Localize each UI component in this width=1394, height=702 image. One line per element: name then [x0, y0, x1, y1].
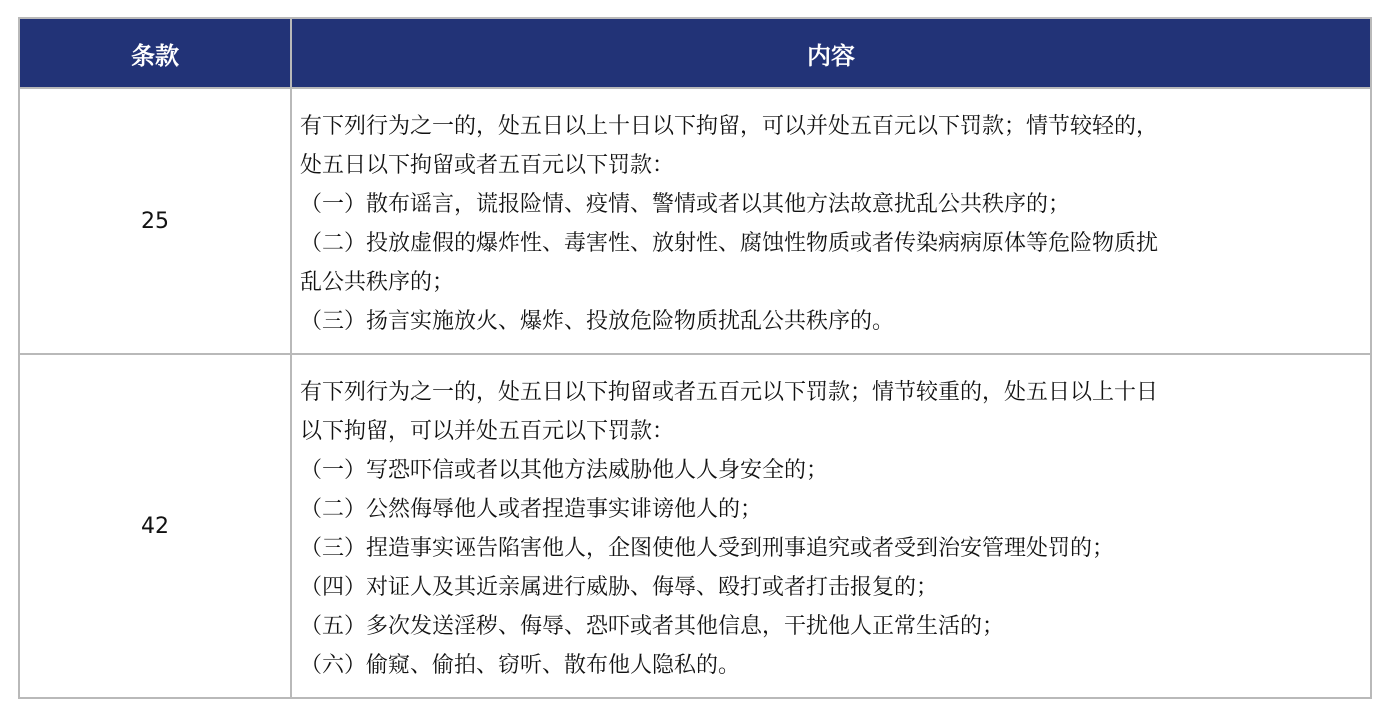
- content-line: （三）扬言实施放火、爆炸、投放危险物质扰乱公共秩序的。: [300, 309, 895, 334]
- clause-content: [291, 88, 1371, 354]
- content-line: 乱公共秩序的；: [300, 270, 455, 295]
- content-line: （一）散布谣言，谎报险情、疫情、警情或者以其他方法故意扰乱公共秩序的；: [300, 192, 1071, 217]
- content-line: （二）公然侮辱他人或者捏造事实诽谤他人的；: [300, 497, 763, 522]
- table-row: [19, 354, 1371, 698]
- content-line: 处五日以下拘留或者五百元以下罚款：: [300, 153, 675, 178]
- clause-number: 25: [19, 88, 291, 354]
- content-line: （一）写恐吓信或者以其他方法威胁他人人身安全的；: [300, 458, 829, 483]
- table-row: [19, 88, 1371, 354]
- table-header-row: [19, 18, 1371, 88]
- clause-content: [291, 354, 1371, 698]
- content-line: 有下列行为之一的，处五日以上十日以下拘留，可以并处五百元以下罚款；情节较轻的，: [300, 114, 1159, 139]
- content-line: 有下列行为之一的，处五日以下拘留或者五百元以下罚款；情节较重的，处五日以上十日: [300, 380, 1159, 405]
- content-line: （二）投放虚假的爆炸性、毒害性、放射性、腐蚀性物质或者传染病病原体等危险物质扰: [300, 231, 1159, 256]
- content-line: （五）多次发送淫秽、侮辱、恐吓或者其他信息，干扰他人正常生活的；: [300, 614, 1005, 639]
- content-line: （六）偷窥、偷拍、窃听、散布他人隐私的。: [300, 653, 741, 678]
- content-line: （三）捏造事实诬告陷害他人，企图使他人受到刑事追究或者受到治安管理处罚的；: [300, 536, 1115, 561]
- content-line: （四）对证人及其近亲属进行威胁、侮辱、殴打或者打击报复的；: [300, 575, 939, 600]
- law-clauses-table: [18, 17, 1372, 699]
- clause-number: 42: [19, 354, 291, 698]
- content-column-header: 内容: [291, 18, 1371, 88]
- content-line: 以下拘留，可以并处五百元以下罚款：: [300, 419, 675, 444]
- clause-column-header: 条款: [19, 18, 291, 88]
